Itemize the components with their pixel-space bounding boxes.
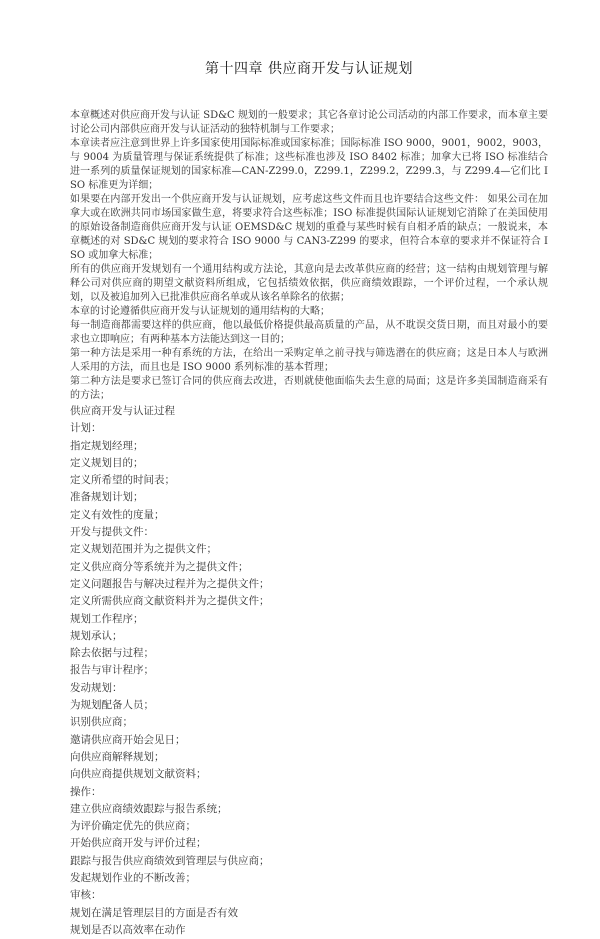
outline-item: 向供应商解释规划； bbox=[70, 750, 165, 763]
paragraph: 第二种方法是要求已签订合同的供应商去改进，否则就使他面临失去生意的局面；这是许多美国制造商采有的方法； bbox=[70, 376, 548, 401]
outline-item: 审核： bbox=[70, 889, 102, 902]
outline-item: 定义供应商分等系统并为之提供文件； bbox=[70, 560, 249, 573]
outline-item: 指定规划经理； bbox=[70, 439, 144, 452]
outline-item: 定义有效性的度量； bbox=[70, 508, 165, 521]
outline-item: 除去依据与过程； bbox=[70, 647, 154, 660]
outline-item: 发起规划作业的不断改善； bbox=[70, 872, 196, 885]
chapter-title: 第十四章 供应商开发与认证规划 bbox=[205, 61, 413, 77]
outline-item: 定义所需供应商文献资料并为之提供文件； bbox=[70, 595, 270, 608]
outline-item: 操作： bbox=[70, 785, 102, 798]
outline-item: 定义问题报告与解决过程并为之提供文件； bbox=[70, 577, 270, 590]
outline-heading: 供应商开发与认证过程 bbox=[70, 405, 175, 417]
outline-item: 开始供应商开发与评价过程； bbox=[70, 837, 207, 850]
outline-item: 报告与审计程序； bbox=[70, 664, 154, 677]
paragraph: 所有的供应商开发规划有一个通用结构或方法论，其意向是去改革供应商的经营；这一结构由规划管理与解释公司对供应商的期望文献资料所组成，它包括绩效依据，供应商绩效跟踪，一个评价过程，一个承认规划，以及被追加列入已批准供应商名单或从该名单除名的依据； bbox=[70, 264, 548, 303]
outline-item: 规划是否以高效率在动作 bbox=[70, 923, 186, 936]
outline-item: 定义所希望的时间表； bbox=[70, 474, 175, 487]
outline-item: 规划在满足管理层目的方面是否有效 bbox=[70, 906, 238, 919]
outline-item: 计划： bbox=[70, 422, 102, 435]
paragraph: 第一种方法是采用一种有系统的方法，在给出一采购定单之前寻找与筛选潜在的供应商；这是日本人与欧洲人采用的方法，而且也是 ISO 9000 系列标准的基本哲理； bbox=[70, 348, 548, 373]
outline-item: 建立供应商绩效跟踪与报告系统； bbox=[70, 802, 228, 815]
outline-item: 定义规划范围并为之提供文件； bbox=[70, 543, 217, 556]
outline-item: 识别供应商； bbox=[70, 716, 133, 729]
outline-item: 准备规划计划； bbox=[70, 491, 144, 504]
outline-item: 开发与提供文件： bbox=[70, 526, 154, 539]
outline-item: 跟踪与报告供应商绩效到管理层与供应商； bbox=[70, 854, 270, 867]
outline-item: 定义规划目的； bbox=[70, 456, 144, 469]
paragraph: 如果要在内部开发出一个供应商开发与认证规划，应考虑这些文件而且也许要结合这些文件： 如果公司在加拿大或在欧洲共同市场国家做生意，将要求符合这些标准；ISO 标准提供国际认证规划它消除了在美国使用的原始设备制造商供应商开发与认证 OEMSD&C 规划的重叠与某些时候有自相矛盾的缺点；一般说来，本章概述的对 SD&C 规划的要求符合 ISO 9000 与 CAN3-Z299 的要求，但符合本章的要求并不保证符合 ISO 或加拿大标准； bbox=[70, 194, 548, 261]
paragraph: 每一制造商都需要这样的供应商，他以最低价格提供最高质量的产品，从不耽误交货日期，而且对最小的要求也立即响应；有两种基本方法能达到这一目的； bbox=[70, 320, 548, 345]
paragraph: 本章的讨论遵循供应商开发与认证规划的通用结构的大略； bbox=[70, 306, 330, 317]
outline-item: 规划工作程序； bbox=[70, 612, 144, 625]
outline-item: 为评价确定优先的供应商； bbox=[70, 820, 196, 833]
outline-item: 发动规划： bbox=[70, 681, 123, 694]
outline-item: 向供应商提供规划文献资料； bbox=[70, 768, 207, 781]
outline-item: 邀请供应商开始会见日； bbox=[70, 733, 186, 746]
paragraph: 本章读者应注意到世界上许多国家使用国际标准或国家标准；国际标准 ISO 9000，9001，9002，9003，与 9004 为质量管理与保证系统提供了标准；这些标准也涉及 ISO 8402 标准；加拿大已将 ISO 标准结合进一系列的质量保证规划的国家标准—CAN-Z299.0，Z299.1，Z299.2，Z299.3，与 Z299.4—它们比 ISO 标准更为详细； bbox=[70, 138, 548, 191]
outline-item: 为规划配备人员； bbox=[70, 699, 154, 712]
process-outline bbox=[70, 403, 548, 939]
outline-item: 规划承认； bbox=[70, 629, 123, 642]
document-body bbox=[70, 109, 548, 939]
paragraph: 本章概述对供应商开发与认证 SD&C 规划的一般要求；其它各章讨论公司活动的内部工作要求，而本章主要讨论公司内部供应商开发与认证活动的独特机制与工作要求； bbox=[70, 110, 548, 135]
